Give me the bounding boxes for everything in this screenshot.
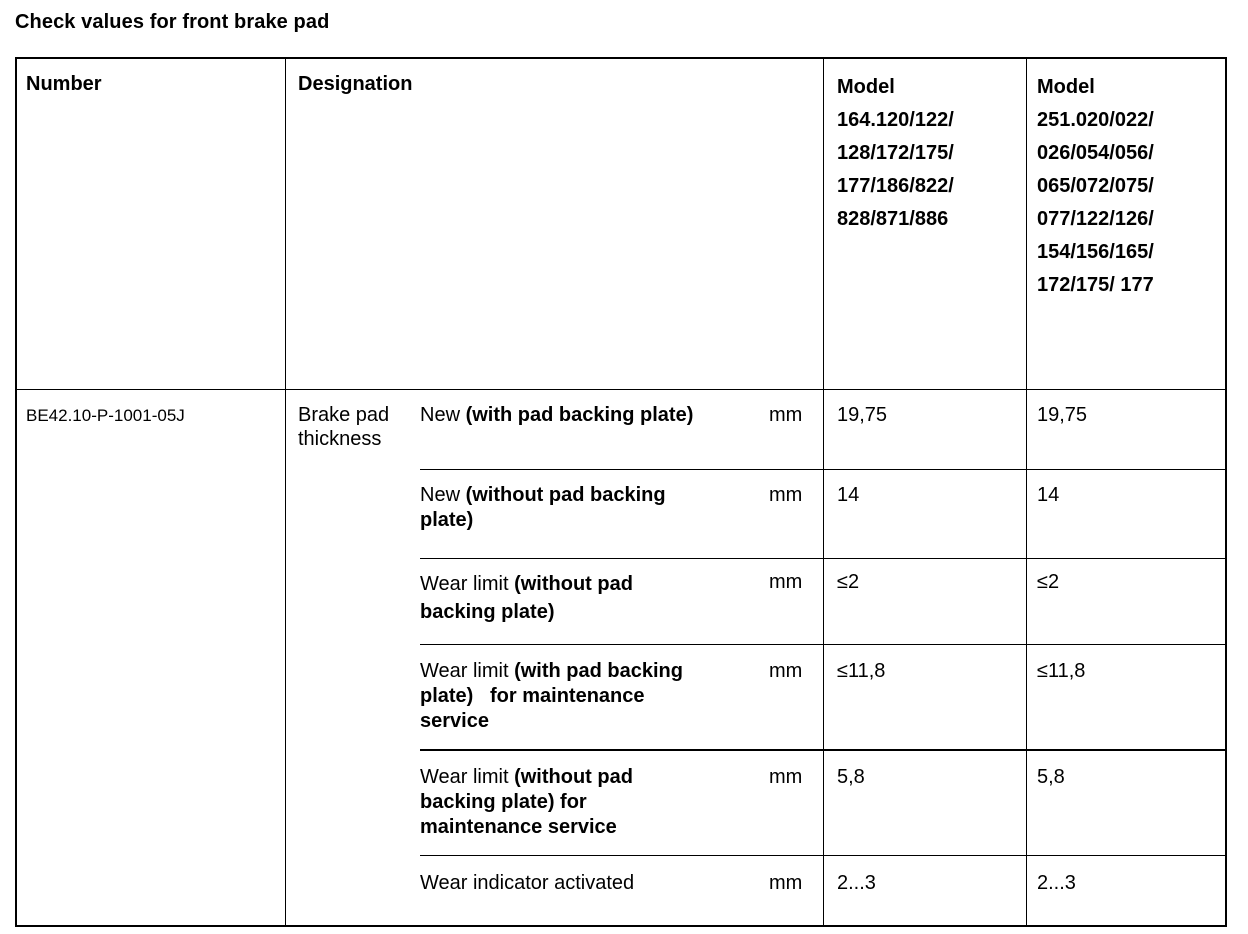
item-unit: mm [769,404,803,426]
item-text-bold: (without pad [514,573,633,595]
designation-label [298,403,389,452]
item-description [420,659,683,734]
item-value-model-1: 5,8 [837,766,865,788]
item-value-model-1: 19,75 [837,404,888,426]
column-divider [285,59,286,925]
item-value-model-2: ≤2 [1037,571,1060,593]
item-text-bold: (without pad backing [465,484,666,506]
item-value-model-2: 5,8 [1037,766,1065,788]
model-number-line: 154/156/165/ [1037,241,1154,263]
item-text-bold: (without pad [514,766,633,788]
item-text-bold: backing plate) [420,601,555,623]
item-text-bold: service [420,710,489,732]
model-number-line: 177/186/822/ [837,175,954,197]
designation-line: thickness [298,428,382,450]
item-text-bold: plate) for maintenance [420,685,645,707]
item-text: Wear limit [420,573,515,595]
item-description [420,403,693,428]
document-number: BE42.10-P-1001-05J [26,406,185,425]
model-number-line: 026/054/056/ [1037,142,1154,164]
item-text: Wear indicator activated [420,872,635,894]
row-divider [420,469,1225,470]
column-divider [823,59,824,925]
item-unit: mm [769,660,803,682]
model-label: Model [837,76,895,98]
model-number-line: 828/871/886 [837,208,949,230]
row-divider [420,855,1225,856]
item-value-model-2: 2...3 [1037,872,1076,894]
model-number-line: 164.120/122/ [837,109,954,131]
designation-line: Brake pad [298,404,390,426]
item-unit: mm [769,571,803,593]
model-label: Model [1037,76,1095,98]
item-text: New [420,404,466,426]
header-number: Number [26,73,102,95]
model-number-line: 172/175/ 177 [1037,274,1154,296]
check-values-table [15,57,1227,927]
item-value-model-2: 19,75 [1037,404,1088,426]
item-description [420,871,634,896]
item-text: Wear limit [420,766,515,788]
page-title: Check values for front brake pad [15,11,330,33]
header-model-2 [1037,71,1154,302]
header-divider [17,389,1225,390]
item-unit: mm [769,484,803,506]
item-description [420,483,666,533]
item-text-bold: backing plate) for [420,791,587,813]
item-value-model-1: ≤11,8 [837,660,886,682]
header-model-1 [837,71,954,236]
item-value-model-2: 14 [1037,484,1060,506]
item-text: Wear limit [420,660,515,682]
item-text-bold: maintenance service [420,816,617,838]
item-unit: mm [769,872,803,894]
item-description [420,765,633,840]
row-divider [420,558,1225,559]
item-value-model-1: ≤2 [837,571,860,593]
item-value-model-1: 14 [837,484,860,506]
item-value-model-1: 2...3 [837,872,876,894]
model-number-line: 077/122/126/ [1037,208,1154,230]
row-divider [420,749,1225,751]
row-divider [420,644,1225,645]
column-divider [1026,59,1027,925]
item-text: New [420,484,466,506]
item-text-bold: (with pad backing plate) [465,404,694,426]
item-value-model-2: ≤11,8 [1037,660,1086,682]
model-number-line: 128/172/175/ [837,142,954,164]
item-unit: mm [769,766,803,788]
item-text-bold: (with pad backing [514,660,683,682]
model-number-line: 065/072/075/ [1037,175,1154,197]
model-number-line: 251.020/022/ [1037,109,1154,131]
item-description [420,570,633,626]
header-designation: Designation [298,73,413,95]
item-text-bold: plate) [420,509,474,531]
